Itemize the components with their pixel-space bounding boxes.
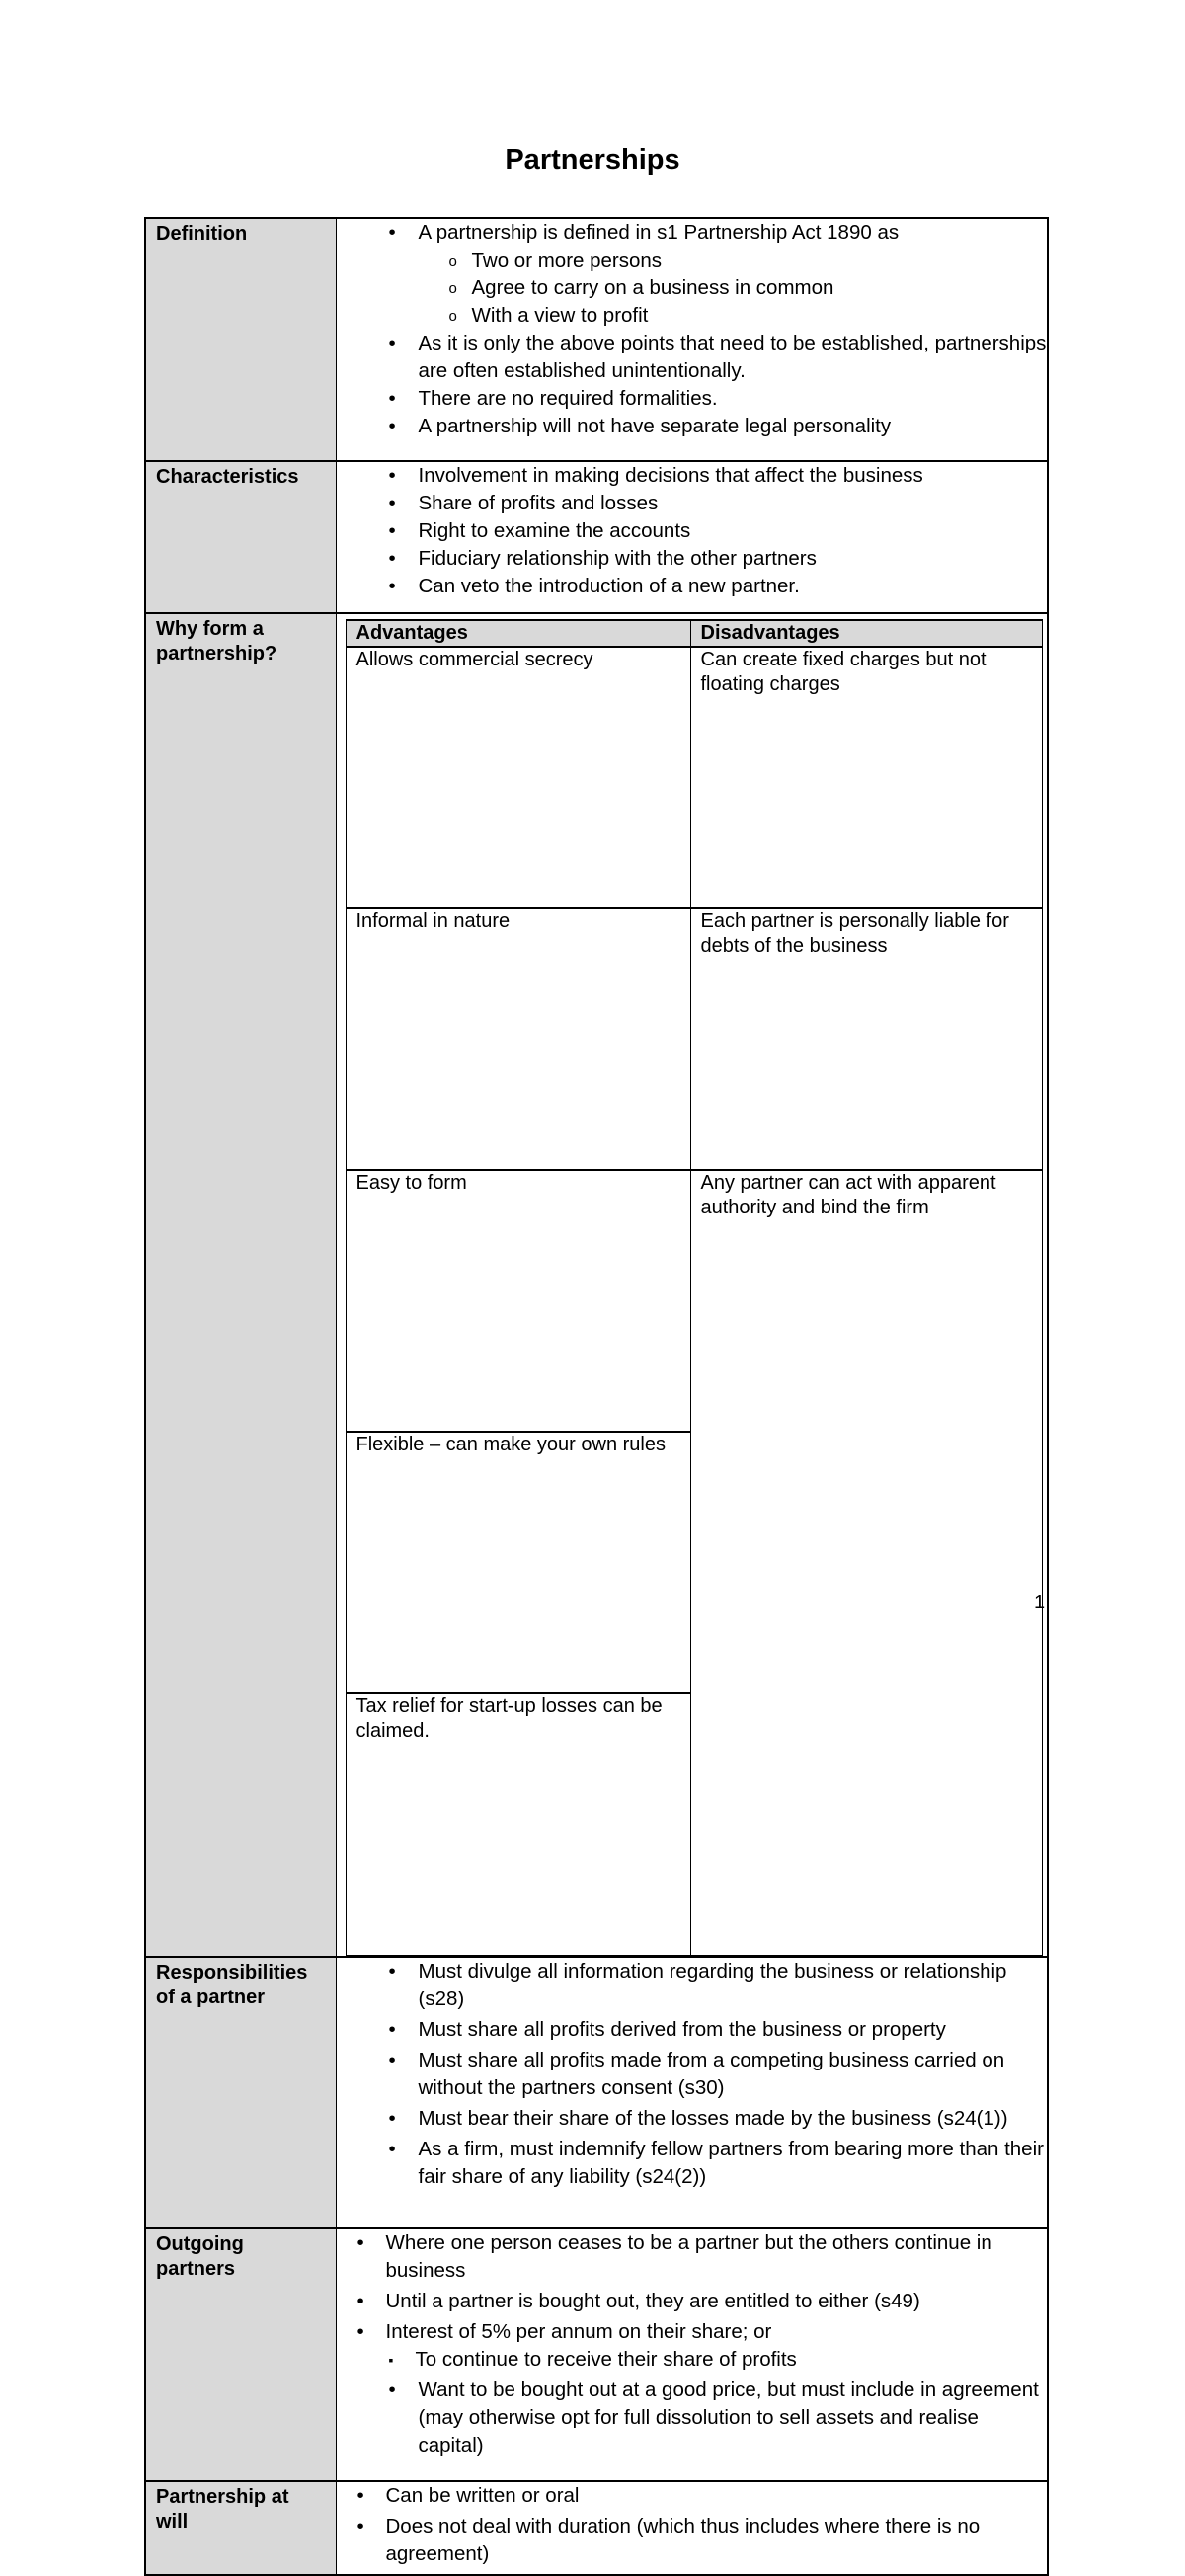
label-why-form: Why form a partnership?: [145, 613, 336, 1957]
list-item: • Right to examine the accounts: [337, 517, 1048, 545]
partnerships-table: [144, 217, 1049, 2576]
list-item: • Involvement in making decisions that affect the business: [337, 462, 1048, 490]
sub-list-item: o Two or more persons: [337, 247, 1048, 274]
list-item: • Fiduciary relationship with the other partners: [337, 545, 1048, 573]
label-partnership-at-will: Partnership at will: [145, 2481, 336, 2575]
disadvantages-header: Disadvantages: [690, 620, 1042, 647]
sub-list-item: o With a view to profit: [337, 302, 1048, 330]
row-partnership-at-will: [145, 2481, 1048, 2575]
content-responsibilities: [336, 1957, 1048, 2228]
sub-list-item: ▪ To continue to receive their share of profits: [337, 2346, 1048, 2374]
advantages-header: Advantages: [346, 620, 690, 647]
list-item: • A partnership is defined in s1 Partnership Act 1890 as o Two or more persons o Agree to carry on a business in common o With a view to profit: [337, 219, 1048, 330]
list-item: • Does not deal with duration (which thus includes where there is no agreement): [337, 2513, 1048, 2568]
list-item: • There are no required formalities.: [337, 385, 1048, 413]
row-characteristics: [145, 461, 1048, 613]
content-outgoing-partners: [336, 2228, 1048, 2481]
sub-list-item: o Agree to carry on a business in common: [337, 274, 1048, 302]
list-item: • Until a partner is bought out, they are entitled to either (s49): [337, 2288, 1048, 2315]
advantage-cell: Easy to form: [346, 1170, 690, 1432]
advantage-cell: Informal in nature: [346, 908, 690, 1170]
disadvantage-cell: Each partner is personally liable for debts of the business: [690, 908, 1042, 1170]
advantage-cell: Flexible – can make your own rules: [346, 1432, 690, 1693]
list-item: • Must divulge all information regarding the business or relationship (s28): [337, 1958, 1048, 2013]
list-item: • Can be written or oral: [337, 2482, 1048, 2510]
list-item: • Share of profits and losses: [337, 490, 1048, 517]
list-item: • Want to be bought out at a good price, but must include in agreement (may otherwise opt for full dissolution to sell assets and realise capital): [337, 2377, 1048, 2459]
row-outgoing-partners: [145, 2228, 1048, 2481]
row-why-form: [145, 613, 1048, 1957]
list-item: • A partnership will not have separate legal personality: [337, 413, 1048, 440]
list-item: • Must bear their share of the losses made by the business (s24(1)): [337, 2105, 1048, 2133]
label-characteristics: Characteristics: [145, 461, 336, 613]
list-item: • Interest of 5% per annum on their share; or ▪ To continue to receive their share of profits: [337, 2318, 1048, 2374]
content-why-form: [336, 613, 1048, 1957]
row-definition: [145, 218, 1048, 461]
advantages-table: [346, 619, 1046, 1956]
content-definition: [336, 218, 1048, 461]
label-definition: Definition: [145, 218, 336, 461]
list-item: • As it is only the above points that need to be established, partnerships are often established unintentionally.: [337, 330, 1048, 385]
content-partnership-at-will: [336, 2481, 1048, 2575]
disadvantage-cell: Can create fixed charges but not floating charges: [690, 647, 1042, 908]
advantage-cell: Allows commercial secrecy: [346, 647, 690, 908]
page-number: 1: [1034, 1592, 1046, 1613]
list-item: • Must share all profits made from a competing business carried on without the partners consent (s30): [337, 2047, 1048, 2102]
page-title: Partnerships: [505, 144, 680, 176]
disadvantage-cell: Any partner can act with apparent authority and bind the firm: [690, 1170, 1042, 1955]
list-item: • Must share all profits derived from the business or property: [337, 2016, 1048, 2044]
content-characteristics: [336, 461, 1048, 613]
label-outgoing-partners: Outgoing partners: [145, 2228, 336, 2481]
list-item: • As a firm, must indemnify fellow partners from bearing more than their fair share of any liability (s24(2)): [337, 2136, 1048, 2191]
row-responsibilities: [145, 1957, 1048, 2228]
advantage-cell: Tax relief for start-up losses can be claimed.: [346, 1693, 690, 1955]
label-responsibilities: Responsibilities of a partner: [145, 1957, 336, 2228]
list-item: • Can veto the introduction of a new partner.: [337, 573, 1048, 600]
list-item: • Where one person ceases to be a partner but the others continue in business: [337, 2229, 1048, 2285]
